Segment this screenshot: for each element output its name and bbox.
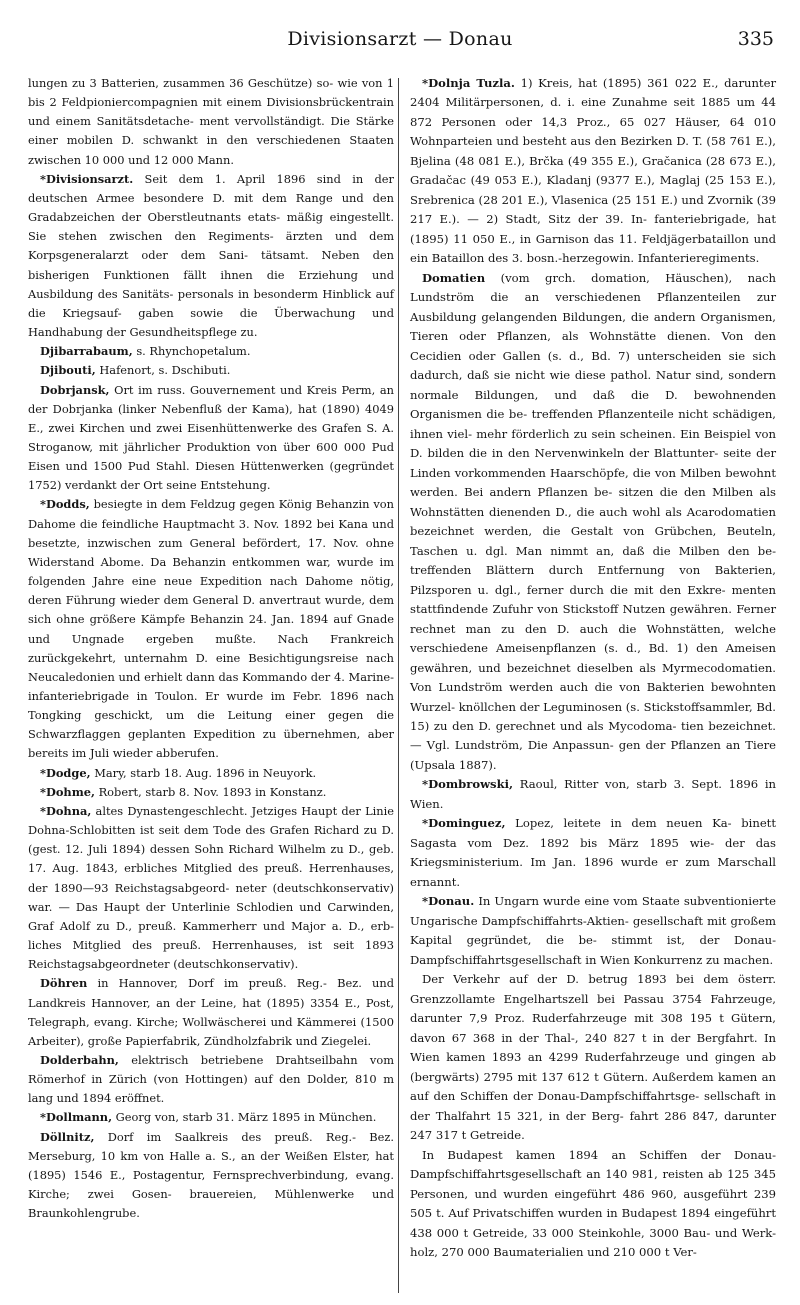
entry-headword: *Donau. (422, 894, 475, 909)
entry-headword: Djibouti, (40, 363, 96, 378)
entry-text: Ort im russ. Gouvernement und Kreis Perm, an der Dobrjanka (linker Nebenfluß der Kama), hat (1890) 4049 E., zwei Kirchen und zwei Eisenhüttenwerke des Grafen S. A. Stroganow, mit jährlicher Produktion von über 600 000 Pud Eisen und 1500 Pud Stahl. Diesen Hüttenwerken (gegründet 1752) verdankt der Ort seine Entstehung. (28, 382, 394, 493)
entry-headword: *Dodge, (40, 765, 91, 780)
column-divider (398, 78, 399, 1293)
right-column-entry (410, 269, 776, 776)
left-column-entry (28, 1128, 394, 1224)
right-column-entry (410, 74, 776, 269)
entry-headword: *Dohme, (40, 784, 95, 799)
entry-text: Raoul, Ritter von, starb 3. Sept. 1896 in Wien. (410, 777, 776, 811)
entry-text: In Budapest kamen 1894 an Schiffen der Donau-Dampfschiffahrtsgesellschaft an 140 981, reisten ab 125 345 Personen, und wurden eingeführt 486 960, ausgeführt 239 505 t. Auf Privatschiffen wurden in Budapest 1894 eingeführt 438 000 t Getreide, 33 000 Steinkohle, 3000 Bau- und Werk- holz, 270 000 Baumaterialien und 210 000 t Ver- (410, 1147, 776, 1260)
entry-text: In Ungarn wurde eine vom Staate subventionierte Ungarische Dampfschiffahrts-Aktien- gesellschaft mit großem Kapital gegründet, die be- stimmt ist, der Donau-Dampfschiffahrtsgesellschaft in Wien Konkurrenz zu machen. (410, 894, 776, 967)
running-header (20, 22, 780, 62)
entry-headword: Döllnitz, (40, 1129, 95, 1144)
entry-headword: *Dollmann, (40, 1110, 113, 1125)
left-column-entry (28, 802, 394, 974)
entry-text: besiegte in dem Feldzug gegen König Behanzin von Dahome die feindliche Hauptmacht 3. Nov. 1892 bei Kana und besetzte, inzwischen zum General befördert, 17. Nov. ohne Widerstand Abome. Da Behanzin entkommen war, wurde im folgenden Jahre eine neue Expedition nach Dahome nötig, deren Führung wieder dem General D. anvertraut wurde, dem sich ohne größere Kämpfe Behanzin 24. Jan. 1894 auf Gnade und Ungnade ergeben mußte. Nach Frankreich zurückgekehrt, unternahm D. eine Besichtigungsreise nach Neucaledonien und erhielt dann das Kommando der 4. Marine- infanteriebrigade in Toulon. Er wurde im Febr. 1896 nach Tongking geschickt, um die Leitung einer gegen die Schwarzflaggen geplanten Expedition zu übernehmen, aber bereits im Juli wieder abberufen. (28, 497, 394, 761)
left-column-entry (28, 361, 394, 380)
entry-text: Robert, starb 8. Nov. 1893 in Konstanz. (94, 784, 327, 799)
page-number: 335 (737, 28, 774, 50)
right-column-entry (410, 814, 776, 892)
left-column-entry (28, 74, 394, 170)
right-column (410, 74, 776, 1263)
entry-text: 1) Kreis, hat (1895) 361 022 E., darunter 2404 Militärpersonen, d. i. eine Zunahme seit 1885 um 44 872 Personen oder 14,3 Proz., 65 027 Häuser, 64 010 Wohnparteien und besteht aus den Bezirken D. T. (58 761 E.), Bjelina (48 081 E.), Brčka (49 355 E.), Gračanica (28 673 E.), Gradačac (49 053 E.), Kladanj (9377 E.), Maglaj (25 153 E.), Srebrenica (28 201 E.), Vlasenica (25 151 E.) und Zvornik (39 217 E.). — 2) Stadt, Sitz der 39. In- fanteriebrigade, hat (1895) 11 050 E., in Garnison das 11. Feldjägerbataillon und ein Bataillon des 3. bosn.-herzegowin. Infanterieregiments. (410, 76, 776, 266)
entry-text: Georg von, starb 31. März 1895 in München. (112, 1110, 377, 1125)
right-column-entry (410, 970, 776, 1145)
entry-headword: Djibarrabaum, (40, 344, 133, 359)
entry-headword: *Dominguez, (422, 816, 506, 831)
entry-text: lungen zu 3 Batterien, zusammen 36 Geschütze) so- wie von 1 bis 2 Feldpioniercompagnien mit einem Divisionsbrückentrain und einem Sanitätsdetache- ment vervollständigt. Die Stärke einer mobilen D. schwankt in den verschiedenen Staaten zwischen 10 000 und 12 000 Mann. (28, 76, 394, 167)
right-column-entry (410, 892, 776, 970)
entry-headword: Domatien (422, 270, 486, 285)
entry-text: in Hannover, Dorf im preuß. Reg.- Bez. und Landkreis Hannover, an der Leine, hat (1895) 3354 E., Post, Telegraph, evang. Kirche; Wollwäscherei und Kämmerei (1500 Arbeiter), große Papierfabrik, Zündholzfabrik und Ziegelei. (28, 976, 394, 1048)
entry-headword: *Dombrowski, (422, 777, 514, 792)
right-column-entry (410, 1146, 776, 1263)
entry-text: altes Dynastengeschlecht. Jetziges Haupt der Linie Dohna-Schlobitten ist seit dem Tode des Grafen Richard zu D. (gest. 12. Juli 1894) dessen Sohn Richard Wilhelm zu D., geb. 17. Aug. 1843, erbliches Mitglied des preuß. Herrenhauses, der 1890—93 Reichstagsabgeord- neter (deutschkonservativ) war. — Das Haupt der Unterlinie Schlodien und Carwinden, Graf Adolf zu D., preuß. Kammerherr und Major a. D., erb- liches Mitglied des preuß. Herrenhauses, ist seit 1893 Reichstagsabgeordneter (deutschkonservativ). (28, 803, 394, 972)
running-title: Divisionsarzt — Donau (287, 28, 513, 50)
entry-text: Dorf im Saalkreis des preuß. Reg.- Bez. Merseburg, 10 km von Halle a. S., an der Weißen Elster, hat (1895) 1546 E., Postagentur, Fernsprechverbindung, evang. Kirche; zwei Gosen- brauereien, Mühlenwerke und Braunkohlengrube. (28, 1129, 394, 1221)
entry-text: (vom grch. domation, Häuschen), nach Lundström die an verschiedenen Pflanzenteilen zur Ausbildung gelangenden Bildungen, die andern Organismen, Tieren oder Pflanzen, als Wohnstätte dienen. Von den Cecidien oder Gallen (s. d., Bd. 7) unterscheiden sie sich dadurch, daß sie nicht wie diese pathol. Natur sind, sondern normale Bildungen, und daß die D. bewohnenden Organismen die be- treffenden Pflanzenteile nicht schädigen, ihnen viel- mehr förderlich zu sein scheinen. Ein Beispiel von D. bilden die in den Nervenwinkeln der Blattunter- seite der Linden vorkommenden Haarschöpfe, die von Milben bewohnt werden. Bei andern Pflanzen be- sitzen die den Milben als Wohnstätten dienenden D., die auch wohl als Acarodomatien bezeichnet werden, die Gestalt von Grübchen, Beuteln, Taschen u. dgl. Man nimmt an, daß die Milben den be- treffenden Blättern durch Entfernung von Bakterien, Pilzsporen u. dgl., ferner durch die mit den Exkre- menten stattfindende Zufuhr von Stickstoff Nutzen gewähren. Ferner rechnet man zu den D. auch die Wohnstätten, welche verschiedene Ameisenpflanzen (s. d., Bd. 1) den Ameisen gewähren, und bezeichnet dieselben als Myrmecodomatien. Von Lundström werden auch die von Bakterien bewohnten Wurzel- knöllchen der Leguminosen (s. Stickstoffsammler, Bd. 15) zu den D. gerechnet und als Mycodoma- tien bezeichnet. — Vgl. Lundström, Die Anpassun- gen der Pflanzen an Tiere (Upsala 1887). (410, 270, 776, 772)
left-column-entry (28, 381, 394, 496)
entry-text: Mary, starb 18. Aug. 1896 in Neuyork. (90, 765, 317, 780)
entry-text: Lopez, leitete in dem neuen Ka- binett Sagasta vom Dez. 1892 bis März 1895 wie- der das Kriegsministerium. Im Jan. 1896 wurde er zum Marschall ernannt. (410, 816, 776, 889)
entry-text: Hafenort, s. Dschibuti. (95, 363, 231, 378)
left-column-entry (28, 342, 394, 361)
left-column-entry (28, 783, 394, 802)
entry-text: Seit dem 1. April 1896 sind in der deutschen Armee besondere D. mit dem Range und den Gradabzeichen der Oberstleutnants etats- mäßig eingestellt. Sie stehen zwischen den Regiments- ärzten und dem Korpsgeneralarzt oder dem Sani- tätsamt. Neben den bisherigen Funktionen fällt ihnen die Erziehung und Ausbildung des Sanitäts- personals in besonderm Hinblick auf die Kriegsauf- gaben sowie die Überwachung und Handhabung der Gesundheitspflege zu. (28, 171, 394, 340)
entry-text: s. Rhynchopetalum. (132, 344, 251, 359)
left-column-entry (28, 764, 394, 783)
entry-headword: Döhren (40, 976, 88, 991)
entry-headword: *Dodds, (40, 497, 90, 512)
right-column-entry (410, 775, 776, 814)
left-column-entry (28, 495, 394, 763)
left-column-entry (28, 974, 394, 1051)
left-column-entry (28, 1051, 394, 1108)
entry-headword: *Dolnja Tuzla. (422, 76, 515, 90)
entry-headword: *Dohna, (40, 803, 92, 818)
left-column-entry (28, 170, 394, 342)
entry-headword: Dolderbahn, (40, 1052, 119, 1067)
left-column-entry (28, 1108, 394, 1127)
left-column (28, 74, 394, 1223)
entry-headword: *Divisionsarzt. (40, 171, 134, 186)
entry-text: elektrisch betriebene Drahtseilbahn vom Römerhof in Zürich (von Hottingen) auf den Dolder, 810 m lang und 1894 eröffnet. (28, 1052, 394, 1106)
entry-text: Der Verkehr auf der D. betrug 1893 bei dem österr. Grenzzollamte Engelhartszell bei Passau 3754 Fahrzeuge, darunter 7,9 Proz. Ruderfahrzeuge mit 308 195 t Gütern, davon 67 368 in der Thal-, 240 827 t in der Bergfahrt. In Wien kamen 1893 an 4299 Ruderfahrzeuge und gingen ab (bergwärts) 2795 mit 137 612 t Gütern. Außerdem kamen an auf den Schiffen der Donau-Dampfschiffahrtsge- sellschaft in der Thalfahrt 15 321, in der Berg- fahrt 286 847, darunter 247 317 t Getreide. (410, 972, 776, 1143)
entry-headword: Dobrjansk, (40, 382, 110, 397)
